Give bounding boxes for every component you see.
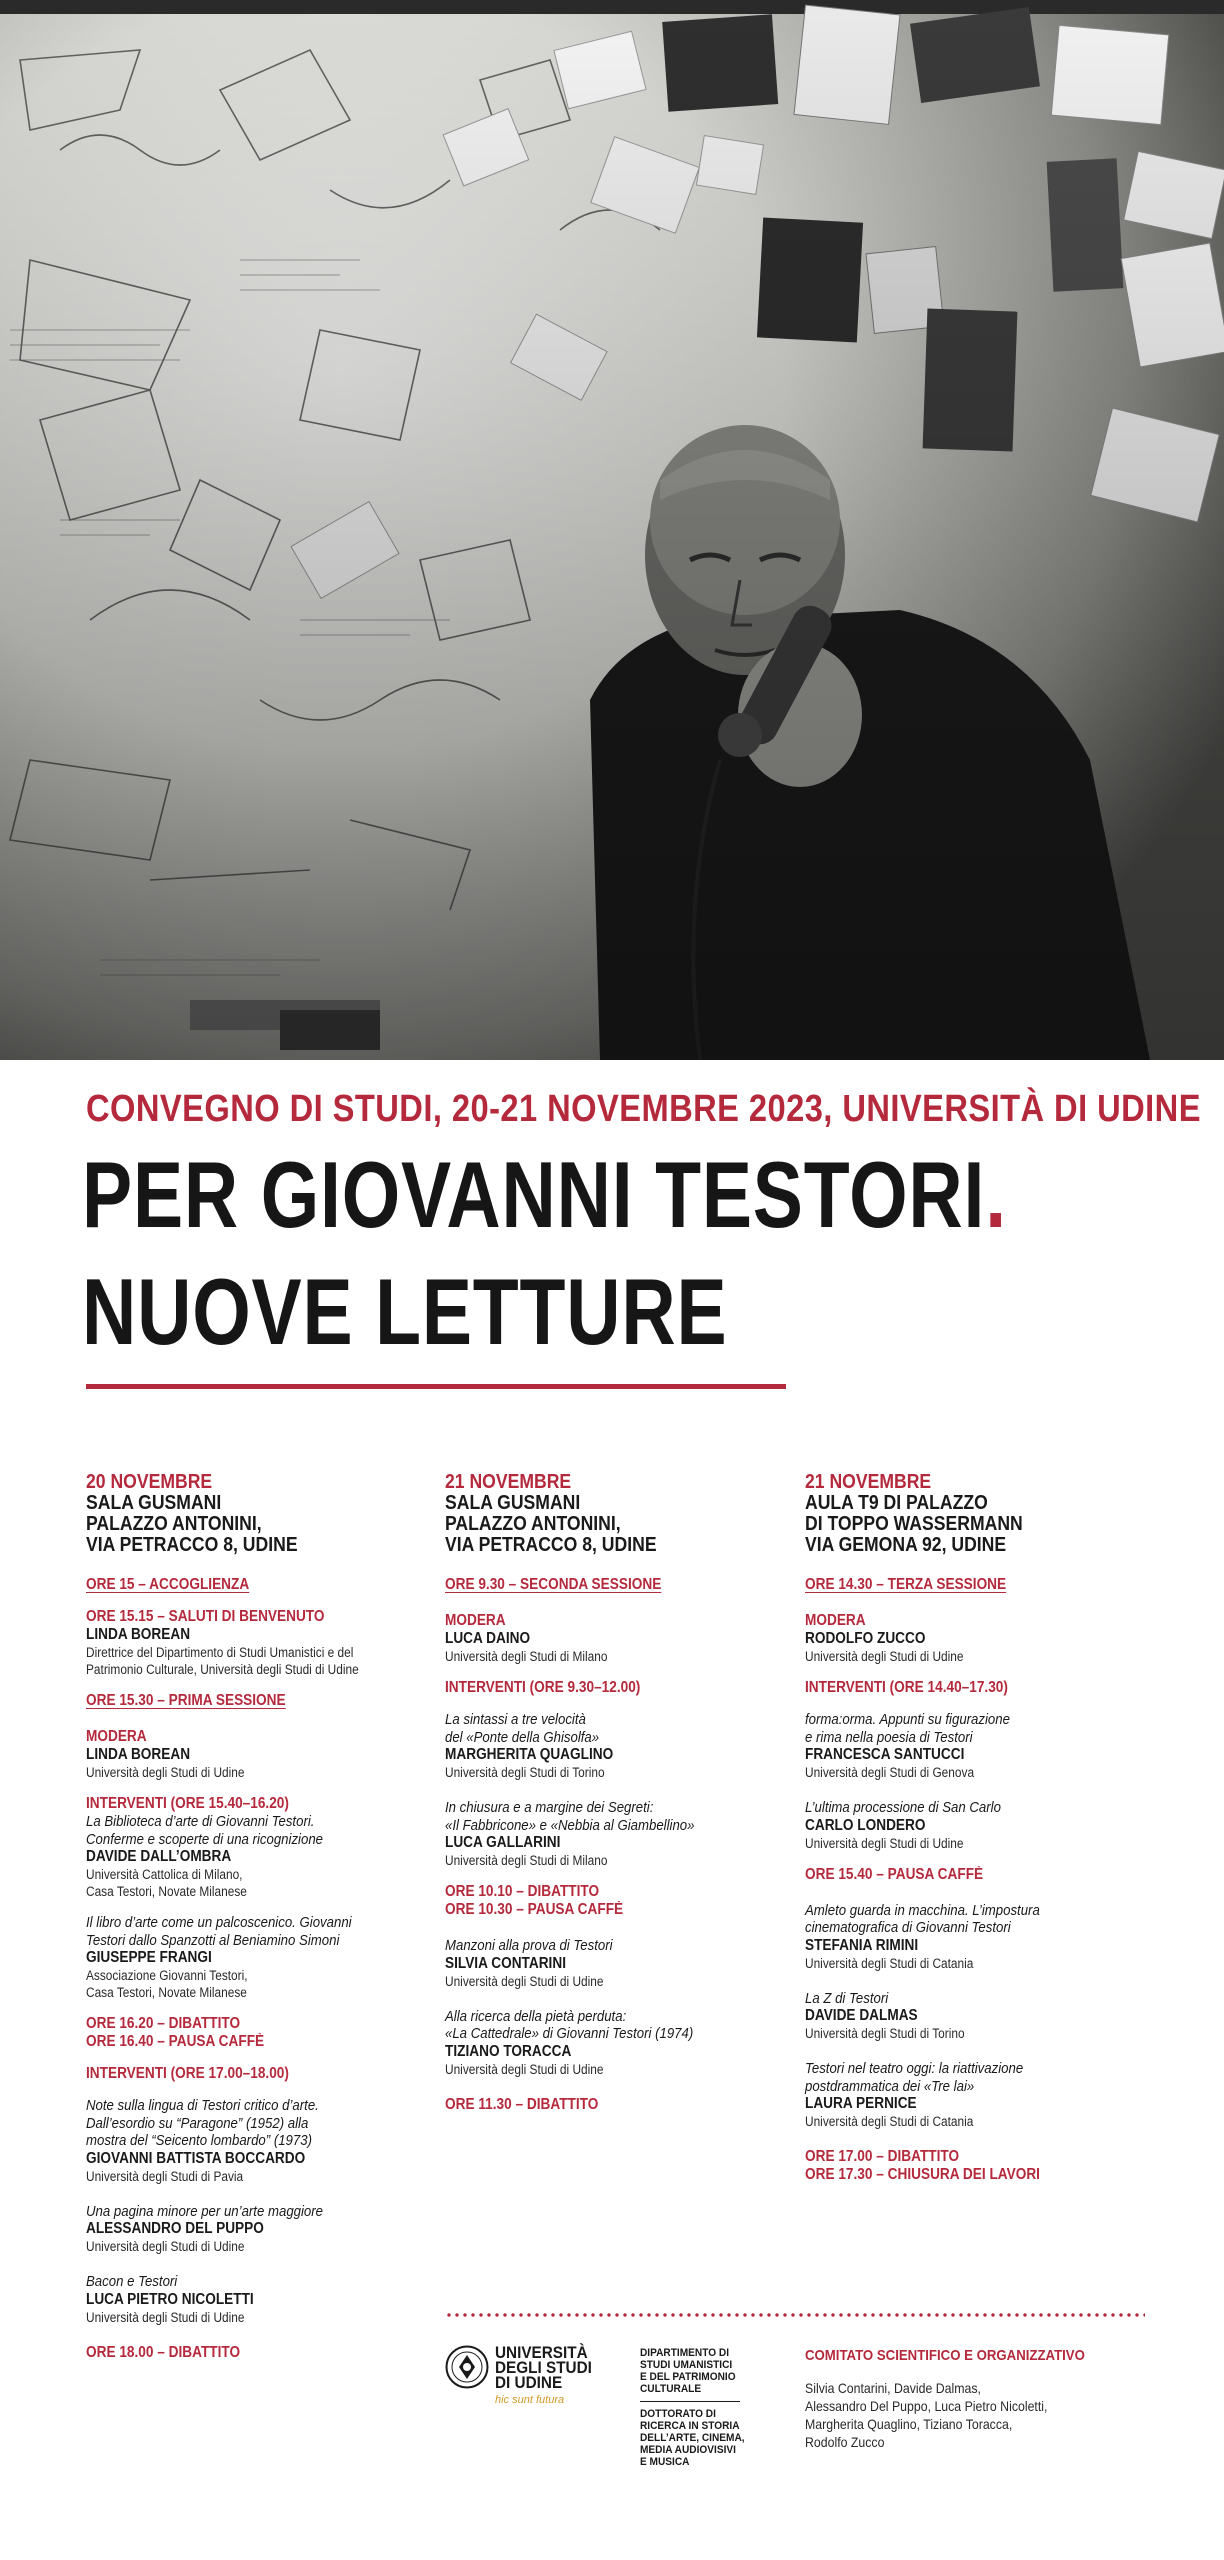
title-red-dot: . <box>985 1142 1007 1247</box>
slot-session: ORE 15.30 – PRIMA SESSIONE <box>86 1692 286 1709</box>
speaker-affiliation: Università degli Studi di Udine <box>86 2309 245 2325</box>
speaker-affiliation: Università Cattolica di Milano, <box>86 1867 243 1882</box>
talk-title: La sintassi a tre velocità <box>445 1711 586 1728</box>
conference-pretitle: CONVEGNO DI STUDI, 20-21 NOVEMBRE 2023, UNIVERSITÀ DI UDINE <box>86 1088 1201 1130</box>
committee-title: COMITATO SCIENTIFICO E ORGANIZZATIVO <box>805 2347 1085 2364</box>
venue-block <box>805 1472 1145 1556</box>
speaker-affiliation: Università degli Studi di Udine <box>86 2239 245 2254</box>
slot-dibattito: ORE 16.20 – DIBATTITO <box>86 2015 241 2032</box>
speaker-name: DAVIDE DALL’OMBRA <box>86 1848 232 1865</box>
day-date: 21 NOVEMBRE <box>445 1471 572 1493</box>
hero-photo <box>0 0 1224 1060</box>
modera-label: MODERA <box>445 1612 506 1629</box>
speaker-name: GIUSEPPE FRANGI <box>86 1949 212 1966</box>
venue-line: PALAZZO ANTONINI, <box>86 1513 262 1535</box>
committee-member-line: Margherita Quaglino, Tiziano Toracca, <box>805 2416 1013 2432</box>
talk-title: Note sulla lingua di Testori critico d’arte. <box>86 2097 319 2114</box>
talk-title: Manzoni alla prova di Testori <box>445 1937 613 1954</box>
department-line: STUDI UMANISTICI <box>640 2359 733 2371</box>
speaker-affiliation: Università degli Studi di Catania <box>805 2114 974 2129</box>
speaker-affiliation: Patrimonio Culturale, Università degli Studi di Udine <box>86 1662 359 1677</box>
speaker-name: SILVIA CONTARINI <box>445 1954 566 1972</box>
venue-line: VIA PETRACCO 8, UDINE <box>86 1534 298 1556</box>
slot-pausa: ORE 15.40 – PAUSA CAFFÈ <box>805 1865 984 1883</box>
moderator-affiliation: Università degli Studi di Udine <box>805 1649 964 1664</box>
title-line-1 <box>82 1142 1042 1247</box>
day-date: 20 NOVEMBRE <box>86 1471 213 1493</box>
talk-title: del «Ponte della Ghisolfa» <box>445 1728 600 1746</box>
speaker-name: LINDA BOREAN <box>86 1626 191 1643</box>
venue-line: AULA T9 DI PALAZZO <box>805 1492 988 1514</box>
speaker-name: CARLO LONDERO <box>805 1816 926 1834</box>
slot-pausa: ORE 10.30 – PAUSA CAFFÈ <box>445 1901 624 1918</box>
speaker-affiliation: Università degli Studi di Genova <box>805 1765 975 1780</box>
talk-title: cinematografica di Giovanni Testori <box>805 1919 1011 1936</box>
committee-member-line: Alessandro Del Puppo, Luca Pietro Nicoletti, <box>805 2398 1048 2414</box>
slot-pausa: ORE 16.40 – PAUSA CAFFÈ <box>86 2033 265 2050</box>
talk-title: mostra del “Seicento lombardo” (1973) <box>86 2132 312 2149</box>
speaker-name: FRANCESCA SANTUCCI <box>805 1746 965 1763</box>
university-name-line: UNIVERSITÀ <box>495 2343 588 2362</box>
speaker-name: GIOVANNI BATTISTA BOCCARDO <box>86 2149 306 2167</box>
speaker-affiliation: Università degli Studi di Catania <box>805 1955 974 1971</box>
speaker-affiliation: Università degli Studi di Torino <box>445 1765 605 1780</box>
speaker-affiliation: Università degli Studi di Udine <box>805 1835 964 1851</box>
university-name <box>495 2345 592 2390</box>
title-line-2: NUOVE LETTURE <box>82 1259 728 1364</box>
speaker-affiliation: Casa Testori, Novate Milanese <box>86 1985 247 2000</box>
talk-title: forma:orma. Appunti su figurazione <box>805 1711 1010 1728</box>
moderator-affiliation: Università degli Studi di Udine <box>86 1765 245 1780</box>
venue-line: PALAZZO ANTONINI, <box>445 1513 621 1535</box>
university-logo <box>445 2345 635 2405</box>
committee-member-line: Rodolfo Zucco <box>805 2434 885 2450</box>
talk-title: Una pagina minore per un’arte maggiore <box>86 2202 324 2220</box>
doctorate-line: MEDIA AUDIOVISIVI <box>640 2444 736 2456</box>
venue-block <box>445 1472 785 1556</box>
talk-title: Dall’esordio su “Paragone” (1952) alla <box>86 2114 309 2132</box>
talk-title: «La Cattedrale» di Giovanni Testori (1974) <box>445 2025 694 2042</box>
speaker-affiliation: Università degli Studi di Torino <box>805 2026 965 2041</box>
department-line: E DEL PATRIMONIO <box>640 2371 736 2383</box>
talk-title: Testori dallo Spanzotti al Beniamino Simoni <box>86 1931 340 1949</box>
speaker-affiliation: Direttrice del Dipartimento di Studi Umanistici e del <box>86 1645 354 1660</box>
doctorate-line: E MUSICA <box>640 2456 690 2468</box>
speaker-name: TIZIANO TORACCA <box>445 2042 572 2060</box>
slot-interventi: INTERVENTI (ORE 17.00–18.00) <box>86 2065 289 2082</box>
talk-title: Testori nel teatro oggi: la riattivazione <box>805 2060 1024 2077</box>
talk-title: La Biblioteca d’arte di Giovanni Testori. <box>86 1813 315 1830</box>
university-name-line: DI UDINE <box>495 2373 563 2392</box>
slot-dibattito: ORE 18.00 – DIBATTITO <box>86 2343 241 2361</box>
doctorate-line: DOTTORATO DI <box>640 2408 716 2420</box>
talk-title: e rima nella poesia di Testori <box>805 1728 973 1746</box>
moderator-name: LINDA BOREAN <box>86 1746 191 1763</box>
slot-interventi: INTERVENTI (ORE 15.40–16.20) <box>86 1795 289 1812</box>
column-day1 <box>86 1472 426 2362</box>
slot-dibattito: ORE 17.00 – DIBATTITO <box>805 2148 960 2165</box>
talk-title: Conferme e scoperte di una ricognizione <box>86 1830 324 1848</box>
department-separator <box>640 2401 740 2402</box>
slot-dibattito: ORE 11.30 – DIBATTITO <box>445 2095 599 2113</box>
talk-title: Amleto guarda in macchina. L’impostura <box>805 1901 1040 1919</box>
venue-line: DI TOPPO WASSERMANN <box>805 1513 1023 1535</box>
university-seal-icon <box>445 2345 489 2389</box>
talk-title: «Il Fabbricone» e «Nebbia al Giambellino» <box>445 1816 695 1834</box>
speaker-affiliation: Associazione Giovanni Testori, <box>86 1968 248 1983</box>
moderator-affiliation: Università degli Studi di Milano <box>445 1649 608 1664</box>
column-day2-morning <box>445 1472 785 2114</box>
title-underline <box>86 1384 786 1389</box>
department-line: CULTURALE <box>640 2383 702 2395</box>
doctorate-line: DELL’ARTE, CINEMA, <box>640 2432 745 2444</box>
slot-session: ORE 9.30 – SECONDA SESSIONE <box>445 1576 662 1593</box>
speaker-affiliation: Casa Testori, Novate Milanese <box>86 1884 247 1899</box>
slot-accoglienza: ORE 15 – ACCOGLIENZA <box>86 1576 250 1593</box>
day-date: 21 NOVEMBRE <box>805 1471 932 1493</box>
talk-title: L’ultima processione di San Carlo <box>805 1799 1001 1816</box>
speaker-name: ALESSANDRO DEL PUPPO <box>86 2220 264 2237</box>
department-block <box>640 2347 780 2468</box>
speaker-name: DAVIDE DALMAS <box>805 2007 918 2024</box>
committee-block <box>805 2347 1145 2451</box>
dotted-divider <box>445 2312 1145 2318</box>
slot-interventi: INTERVENTI (ORE 14.40–17.30) <box>805 1679 1008 1696</box>
hero-photo-illustration <box>0 0 1224 1060</box>
slot-chiusura: ORE 17.30 – CHIUSURA DEI LAVORI <box>805 2166 1040 2183</box>
moderator-name: LUCA DAINO <box>445 1630 531 1647</box>
venue-line: SALA GUSMANI <box>445 1492 581 1514</box>
university-name-line: DEGLI STUDI <box>495 2358 592 2377</box>
venue-line: VIA GEMONA 92, UDINE <box>805 1534 1007 1556</box>
talk-title: Bacon e Testori <box>86 2273 178 2290</box>
slot-interventi: INTERVENTI (ORE 9.30–12.00) <box>445 1679 641 1696</box>
talk-title: Il libro d’arte come un palcoscenico. Giovanni <box>86 1914 352 1931</box>
venue-block <box>86 1472 426 1556</box>
department-line: DIPARTIMENTO DI <box>640 2347 730 2359</box>
speaker-name: STEFANIA RIMINI <box>805 1936 919 1954</box>
column-day2-afternoon <box>805 1472 1145 2184</box>
title-line-1-text: PER GIOVANNI TESTORI <box>82 1142 986 1247</box>
speaker-name: LAURA PERNICE <box>805 2095 917 2112</box>
moderator-name: RODOLFO ZUCCO <box>805 1630 926 1647</box>
slot-dibattito: ORE 10.10 – DIBATTITO <box>445 1883 600 1900</box>
speaker-affiliation: Università degli Studi di Udine <box>445 2061 604 2077</box>
talk-title: La Z di Testori <box>805 1989 889 2007</box>
speaker-affiliation: Università degli Studi di Udine <box>445 1973 604 1989</box>
speaker-name: MARGHERITA QUAGLINO <box>445 1746 614 1763</box>
venue-line: VIA PETRACCO 8, UDINE <box>445 1534 657 1556</box>
slot-saluti: ORE 15.15 – SALUTI DI BENVENUTO <box>86 1608 325 1625</box>
speaker-affiliation: Università degli Studi di Milano <box>445 1853 608 1868</box>
speaker-affiliation: Università degli Studi di Pavia <box>86 2168 244 2184</box>
modera-label: MODERA <box>805 1612 866 1629</box>
committee-members <box>805 2379 1145 2451</box>
speaker-name: LUCA PIETRO NICOLETTI <box>86 2290 254 2308</box>
committee-member-line: Silvia Contarini, Davide Dalmas, <box>805 2380 981 2396</box>
doctorate-line: RICERCA IN STORIA <box>640 2420 740 2432</box>
talk-title: Alla ricerca della pietà perduta: <box>445 2007 627 2025</box>
slot-session: ORE 14.30 – TERZA SESSIONE <box>805 1576 1007 1593</box>
modera-label: MODERA <box>86 1728 147 1745</box>
talk-title: In chiusura e a margine dei Segreti: <box>445 1799 654 1816</box>
university-motto: hic sunt futura <box>495 2394 565 2406</box>
venue-line: SALA GUSMANI <box>86 1492 222 1514</box>
talk-title: postdrammatica dei «Tre lai» <box>805 2077 975 2095</box>
speaker-name: LUCA GALLARINI <box>445 1834 561 1851</box>
